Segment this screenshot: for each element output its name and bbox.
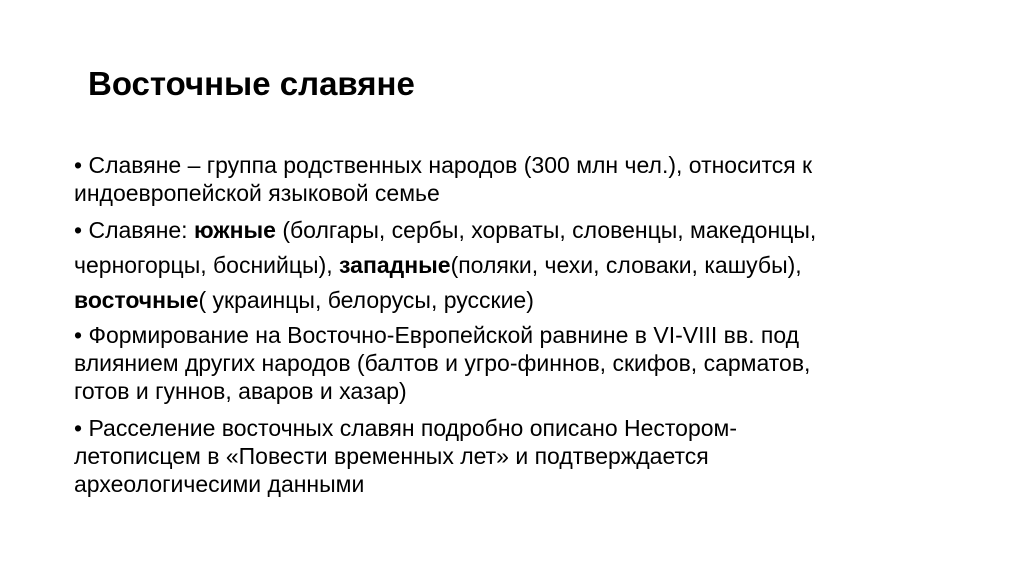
text-line: [74, 283, 954, 318]
text-line: [74, 321, 954, 349]
paragraph-text: археологичесими данными: [74, 471, 365, 497]
text-line: [74, 248, 954, 283]
bullet-marker: •: [74, 415, 83, 441]
east-slavs-label: восточные: [74, 287, 199, 313]
west-slavs-label: западные: [339, 252, 451, 278]
bullet-paragraph-slavs-definition: [74, 151, 954, 207]
paragraph-text: влиянием других народов (балтов и угро-финнов, скифов, сарматов,: [74, 350, 811, 376]
paragraph-text: индоевропейской языковой семье: [74, 180, 440, 206]
paragraph-text: Расселение восточных славян подробно описано Нестором-: [88, 415, 738, 441]
paragraph-text: черногорцы, боснийцы),: [74, 252, 340, 278]
bullet-marker: •: [74, 152, 83, 178]
slide-content: [74, 151, 954, 507]
paragraph-text: (болгары, сербы, хорваты, словенцы, македонцы,: [275, 217, 817, 243]
paragraph-text: ( украинцы, белорусы, русские): [198, 287, 534, 313]
text-line: [74, 151, 954, 179]
paragraph-text: летописцем в «Повести временных лет» и подтверждается: [74, 443, 709, 469]
bullet-marker: •: [74, 322, 83, 348]
text-line: [74, 213, 954, 248]
south-slavs-label: южные: [193, 217, 276, 243]
paragraph-text: (поляки, чехи, словаки, кашубы),: [450, 252, 802, 278]
paragraph-text: Формирование на Восточно-Европейской равнине в VI-VIII вв. под: [88, 322, 800, 348]
paragraph-text: Славяне – группа родственных народов (300 млн чел.), относится к: [88, 152, 813, 178]
bullet-paragraph-slavs-groups: [74, 213, 954, 318]
paragraph-text: готов и гуннов, аваров и хазар): [74, 378, 407, 404]
paragraph-text: Славяне:: [88, 217, 194, 243]
bullet-marker: •: [74, 217, 83, 243]
bullet-paragraph-settlement: [74, 414, 954, 498]
text-line: [74, 414, 954, 442]
bullet-paragraph-formation: [74, 321, 954, 405]
slide-title: Восточные славяне: [88, 65, 415, 102]
